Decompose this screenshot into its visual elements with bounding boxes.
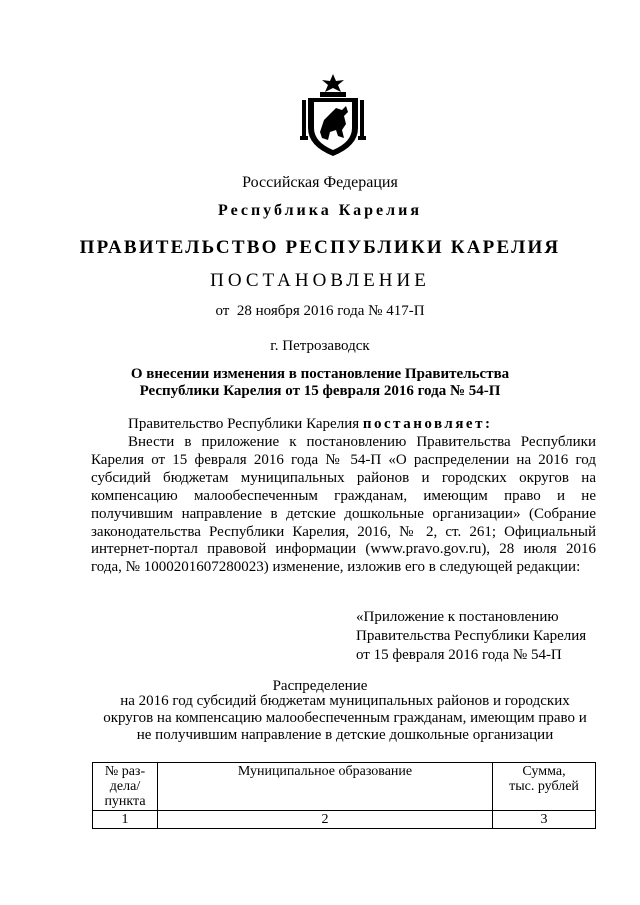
appendix-line-3: от 15 февраля 2016 года № 54-П	[356, 647, 562, 663]
government-title: ПРАВИТЕЛЬСТВО РЕСПУБЛИКИ КАРЕЛИЯ	[79, 237, 561, 258]
column-number-cell: 3	[493, 811, 596, 829]
resolution-verb: постановляет:	[362, 416, 493, 432]
distribution-line-1: на 2016 год субсидий бюджетам муниципальных районов и городских	[120, 693, 570, 709]
document-type: ПОСТАНОВЛЕНИЕ	[210, 270, 430, 291]
header-section-number	[93, 763, 158, 811]
subject-line-1: О внесении изменения в постановление Правительства	[130, 366, 510, 382]
table-row	[93, 811, 596, 829]
column-number-cell: 1	[93, 811, 158, 829]
appendix-line-2: Правительства Республики Карелия	[356, 628, 587, 644]
subject-line-2: Республики Карелия от 15 февраля 2016 года № 54-П	[139, 383, 501, 399]
column-number-cell: 2	[158, 811, 493, 829]
distribution-line-3: не получившим направление в детские дошкольные организации	[136, 727, 554, 743]
republic-name: Республика Карелия	[218, 202, 422, 219]
header-amount-line-1: Сумма,	[522, 764, 566, 779]
distribution-line-2: округов на компенсацию малообеспеченным гражданам, имеющим право и	[103, 710, 587, 726]
appendix-line-1: «Приложение к постановлению	[356, 609, 559, 625]
distribution-subtitle	[90, 693, 600, 744]
header-section-line-3: пункта	[104, 794, 146, 809]
distribution-table	[92, 762, 596, 829]
table-header-row	[93, 763, 596, 811]
header-section-line-1: № раз-	[104, 764, 146, 779]
header-amount-line-2: тыс. рублей	[509, 779, 579, 794]
document-date: от 28 ноября 2016 года № 417-П	[215, 303, 425, 319]
header-section-line-2: дела/	[109, 779, 141, 794]
header-amount	[493, 763, 596, 811]
resolution-lead: Правительство Республики Карелия	[128, 416, 363, 432]
resolution-intro	[91, 416, 596, 434]
resolution-body: Внести в приложение к постановлению Правительства Республики Карелия от 15 февраля 2016 года № 54-П «О распределении на 2016 год субсидий бюджетам муниципальных районов и городских округов на компенсацию малообеспеченным гражданам, имеющим право и не получившим направление в детские дошкольные организации» (Собрание законодательства Республики Карелия, 2016, № 2, ст. 261; Официальный интернет-портал правовой информации (www.pravo.gov.ru), 28 июля 2016 года, № 1000201607280023) изменение, изложив его в следующей редакции:	[91, 434, 596, 576]
document-subject	[0, 366, 640, 400]
document-city: г. Петрозаводск	[270, 338, 370, 354]
header-municipality: Муниципальное образование	[158, 763, 493, 811]
distribution-title: Распределение	[272, 678, 368, 694]
karelia-coat-of-arms-icon	[300, 74, 366, 158]
appendix-reference	[356, 608, 586, 665]
country-name: Российская Федерация	[242, 174, 398, 191]
